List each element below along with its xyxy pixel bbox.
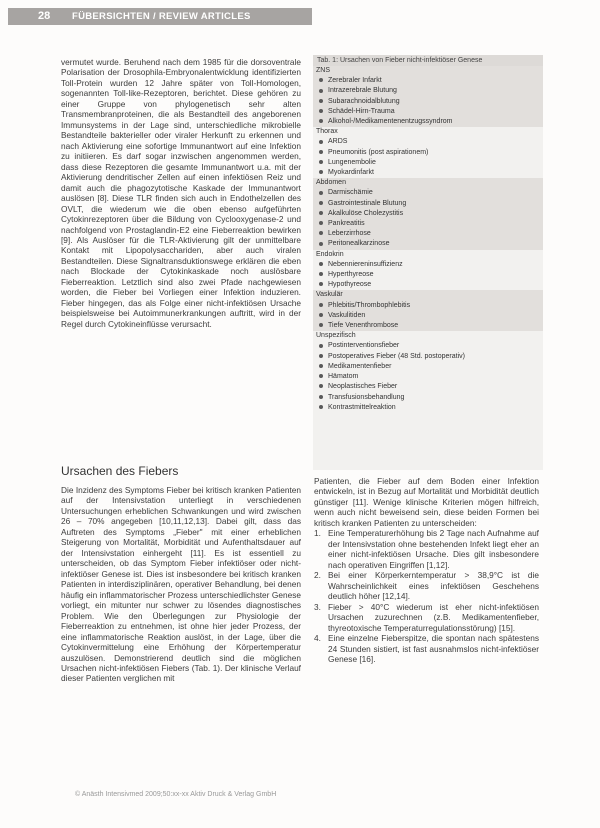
criteria-number: 3. <box>314 601 321 612</box>
table-list-item <box>313 321 543 331</box>
table-list-item <box>313 158 543 168</box>
bullet-icon <box>319 405 323 409</box>
bullet-icon <box>319 221 323 225</box>
table-item-text: Medikamentenfieber <box>328 362 392 370</box>
bullet-icon <box>319 272 323 276</box>
table-list-item <box>313 148 543 158</box>
table-list-item <box>313 270 543 280</box>
table-item-text: Gastrointestinale Blutung <box>328 199 407 207</box>
table-group-title: Abdomen <box>313 178 543 188</box>
bullet-icon <box>319 395 323 399</box>
table-list-item <box>313 260 543 270</box>
section-heading: Ursachen des Fiebers <box>61 464 179 478</box>
section-label: FÜBERSICHTEN / REVIEW ARTICLES <box>72 11 251 22</box>
table-item-text: Nebenniereninsuffizienz <box>328 260 403 268</box>
table-item-text: ARDS <box>328 138 348 146</box>
bullet-icon <box>319 303 323 307</box>
table-item-text: Akalkulöse Cholezystitis <box>328 209 404 217</box>
table-list-item <box>313 352 543 362</box>
table-list-item <box>313 393 543 403</box>
table-group-title: Thorax <box>316 128 338 136</box>
table-list-item <box>313 311 543 321</box>
table-item-text: Kontrastmittelreaktion <box>328 403 396 411</box>
bullet-icon <box>319 191 323 195</box>
table-group-title: Endokrin <box>316 250 344 258</box>
table-list-item <box>313 86 543 96</box>
table-item-text: Schädel-Hirn-Trauma <box>328 107 395 115</box>
table-body <box>313 66 543 413</box>
table-item-text: Zerebraler Infarkt <box>328 77 382 85</box>
table-item-text: Postoperatives Fieber (48 Std. postoperativ) <box>328 352 465 360</box>
table-item-text: Leberzirrhose <box>328 230 371 238</box>
left-column-text <box>61 57 301 329</box>
table-item-text: Pankreatitis <box>328 220 365 228</box>
table-list-item <box>313 362 543 372</box>
bullet-icon <box>319 282 323 286</box>
table-caption: Tab. 1: Ursachen von Fieber nicht-infektiöser Genese <box>313 55 543 66</box>
table-list-item <box>313 209 543 219</box>
table-item-text: Peritonealkarzinose <box>328 240 390 248</box>
table-item-text: Neoplastisches Fieber <box>328 383 398 391</box>
right-column-text <box>314 476 539 664</box>
table-item-text: Darmischämie <box>328 189 373 197</box>
table-item-text: Pneumonitis (post aspirationem) <box>328 148 429 156</box>
table-item-text: Vaskulitiden <box>328 311 366 319</box>
bullet-icon <box>319 364 323 368</box>
table-item-text: Transfusionsbehandlung <box>328 393 405 401</box>
table-list-item <box>313 372 543 382</box>
bullet-icon <box>319 313 323 317</box>
bullet-icon <box>319 344 323 348</box>
bullet-icon <box>319 119 323 123</box>
table-list-item <box>313 239 543 249</box>
bullet-icon <box>319 78 323 82</box>
table-item-text: Alkohol-/Medikamentenentzugssyndrom <box>328 118 453 126</box>
table-list-item <box>313 188 543 198</box>
table-item-text: Subarachnoidalblutung <box>328 97 400 105</box>
bullet-icon <box>319 170 323 174</box>
table-list-item <box>313 97 543 107</box>
bullet-icon <box>319 109 323 113</box>
criteria-list <box>314 528 539 664</box>
criteria-item <box>314 528 539 570</box>
table-item-text: Lungenembolie <box>328 158 376 166</box>
table-group-title: Vaskulär <box>313 290 543 300</box>
table-list-item <box>313 76 543 86</box>
criteria-text: Eine einzelne Fieberspitze, die spontan nach spätestens 24 Stunden sistiert, ist fast ausnahmslos nicht-infektiöser Genese [16]. <box>328 633 539 664</box>
table-item-text: Hämatom <box>328 373 359 381</box>
criteria-number: 1. <box>314 528 321 539</box>
table-item-text: Hypothyreose <box>328 281 372 289</box>
table-list-item <box>313 229 543 239</box>
bullet-icon <box>319 150 323 154</box>
bullet-icon <box>319 384 323 388</box>
table-list-item <box>313 301 543 311</box>
bullet-icon <box>319 140 323 144</box>
criteria-item <box>314 633 539 664</box>
bullet-icon <box>319 262 323 266</box>
criteria-number: 2. <box>314 570 321 581</box>
table-group-title: ZNS <box>313 66 543 76</box>
page-header-bar <box>8 8 312 25</box>
bullet-icon <box>319 231 323 235</box>
criteria-item <box>314 570 539 601</box>
table-list-item <box>313 382 543 392</box>
bullet-icon <box>319 323 323 327</box>
table-list-item <box>313 137 543 147</box>
table-item-text: Myokardinfarkt <box>328 169 374 177</box>
table-list-item <box>313 199 543 209</box>
bullet-icon <box>319 242 323 246</box>
table-group-title: Unspezifisch <box>316 332 356 340</box>
left-paragraph-2: Die Inzidenz des Symptoms Fieber bei kritisch kranken Patienten auf der Intensivstation unterliegt in verschiedenen Untersuchungen erheblichen Schwankungen und wird zwischen 26 – 70% angegeben [10,11,12,13]. Dabei gilt, dass das Auftreten des Symptoms „Fieber" mit einer erheblichen Steigerung von Mortalität, Morbidität und Aufenthaltsdauer auf der Intensivstation einhergeht [11]. Es ist essentiell zu unterscheiden, ob das Symptom Fieber infektiöser oder nicht-infektiöser Genese ist. Dies ist insbesondere bei kritisch kranken Patienten in interdisziplinären, operativer Behandlung, bei denen häufig ein inflammatorischer Prozess unterschiedlichster Genese vorliegt, ein mitunter nur schwer zu lösendes diagnostisches Problem. Wie den Überlegungen zur Physiologie der Fieberreaktion zu entnehmen, ist ohne hier jeder Prozess, der eine inflammatorische Reaktion auslöst, in der Lage, über die Cytokinvermittelung eine Erhöhung der Körpertemperatur auszulösen. Demonstrierend deutlich sind die möglichen Ursachen nicht-infektiösen Fiebers (Tab. 1). Der klinische Verlauf dieser Patienten verglichen mit <box>61 485 301 684</box>
page-footer: © Anästh Intensivmed 2009;50:xx-xx Aktiv Druck & Verlag GmbH <box>75 791 277 798</box>
table-item-text: Postinterventionsfieber <box>328 342 400 350</box>
criteria-text: Fieber > 40°C wiederum ist eher nicht-infektiösen Ursachen zuzurechnen (z.B. Medikamentenfieber, thyreotoxische Temperaturregulationsstörung) [15]. <box>328 601 539 633</box>
table-item-text: Phlebitis/Thrombophlebitis <box>328 301 411 309</box>
left-column-text-2 <box>61 485 301 684</box>
table-list-item <box>313 219 543 229</box>
table-list-item <box>313 117 543 127</box>
bullet-icon <box>319 374 323 378</box>
table-list-item <box>313 341 543 351</box>
criteria-item <box>314 602 539 633</box>
table-list-item <box>313 107 543 117</box>
bullet-icon <box>319 89 323 93</box>
left-paragraph: vermutet wurde. Beruhend nach dem 1985 für die dorsoventrale Polarisation der Drosophila-Embryonalentwicklung identifizierten Toll-Protein wurden 12 Jahre später von Toll-Homologen, sogenannten Toll-like-Rezeptoren, berichtet. Diese gehören zu einer Gruppe von phylogenetisch sehr alten Transmembranproteinen, die als Bestandteil des angeborenen Immunsystems in der Lage sind, unterschiedliche mikrobielle Bestandteile bakterieller oder viraler Herkunft zu erkennen und nach Aktivierung eine sofortige Immunantwort auf eine Infektion zu initiieren. Es darf sogar inzwischen angenommen werden, dass diese Rezeptoren die gesamte Immunantwort u.a. mit der Aktivierung dendritischer Zellen auf einen infektiösen Reiz und damit auch die phagozytotische Kaskade der Immunantwort auslösen [8]. Diese TLR finden sich auch in Endothelzellen des OVLT, die wiederum wie die oben ebenso aufgeführten Cytokinrezeptoren über die Bildung von Cyclooxygenase-2 und nachfolgend von Prostaglandin-E2 eine Fieberreaktion bewirken [9]. Als Auslöser für die TLR-Aktivierung gilt der unmittelbare Kontakt mit Lipopolysacchariden, aber auch viralen Bestandteilen. Diese Signaltransduktionswege erklären die eben nach Blockade der Cytokinkaskade noch auslösbare Fieberreaktion. Letztlich sind also zwei Pfade nachgewiesen worden, die Fieber bei Vorliegen einer Infektion induzieren. Fieber hingegen, das als Folge einer nicht-infektiösen Ursache beispielsweise bei Autoimmunerkrankungen auftritt, wird in der Regel durch Cytokineinflüsse verursacht. <box>61 57 301 329</box>
table-item-text: Hyperthyreose <box>328 271 374 279</box>
criteria-text: Bei einer Körperkerntemperatur > 38,9°C ist die Wahrscheinlichkeit eines infektiösen Geschehens deutlich höher [12,14]. <box>328 570 539 602</box>
table-1-box <box>313 55 543 470</box>
table-item-text: Tiefe Venenthrombose <box>328 322 399 330</box>
table-list-item <box>313 280 543 290</box>
bullet-icon <box>319 99 323 103</box>
page-number: 28 <box>38 10 51 22</box>
table-list-item <box>313 403 543 413</box>
right-intro-paragraph: Patienten, die Fieber auf dem Boden einer Infektion entwickeln, ist in Bezug auf Mortalität und Morbidität deutlich günstiger [11]. Wenige klinische Kriterien mögen hilfreich, wenn auch nicht beweisend sein, diese beiden Formen bei kritisch kranken Patienten zu unterscheiden: <box>314 476 539 528</box>
criteria-text: Eine Temperaturerhöhung bis 2 Tage nach Aufnahme auf der Intensivstation ohne bestehenden Infekt liegt eher an einer nicht-infektiösen Ursache. Dies gilt insbesondere nach operativen Eingriffen [1,12]. <box>328 528 539 570</box>
bullet-icon <box>319 354 323 358</box>
table-list-item <box>313 168 543 178</box>
table-item-text: Intrazerebrale Blutung <box>328 87 397 95</box>
bullet-icon <box>319 201 323 205</box>
bullet-icon <box>319 160 323 164</box>
criteria-number: 4. <box>314 633 321 644</box>
bullet-icon <box>319 211 323 215</box>
